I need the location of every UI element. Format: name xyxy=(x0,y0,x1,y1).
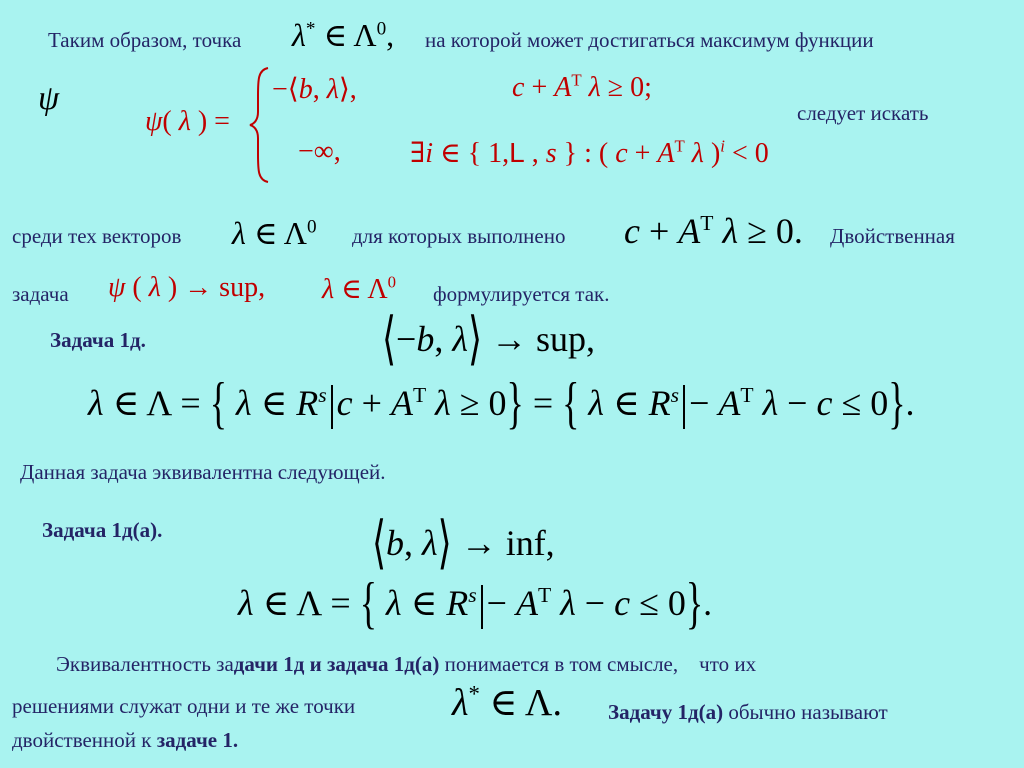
lambda-in-lambda0: λ ∈ $\Lambda^0$ xyxy=(232,215,317,251)
para-line3: двойственной к задаче 1. xyxy=(12,728,239,752)
task1-constraint: λ ∈ Λ = { λ ∈ $R^s$ $c + A^T$ λ ≥ 0} = { λ ∈ $R^s - A^T$ λ − c ≤ 0}. xyxy=(88,371,915,435)
case2-expression: −∞, xyxy=(298,136,341,167)
case1-expression: −⟨b, λ⟩, xyxy=(272,74,357,105)
task1-objective: ⟨−b, λ⟩ → sup, xyxy=(382,307,596,371)
feasibility-condition: $c + A^T$ λ ≥ 0. xyxy=(624,211,803,251)
case1-condition: $c + A^T$ λ ≥ 0; xyxy=(512,70,652,103)
condition-text: для которых выполнено xyxy=(352,224,566,248)
para-line1: Эквивалентность задачи 1д и задача 1д(а) понимается в том смысле, что их xyxy=(56,652,757,676)
task1a-objective: ⟨b, λ⟩ → inf, xyxy=(372,511,555,575)
dual-word: Двойственная xyxy=(830,224,955,248)
piecewise-lhs: ψ( λ ) = xyxy=(145,106,230,137)
formulated-text: формулируется так. xyxy=(433,282,610,306)
vectors-text: среди тех векторов xyxy=(12,224,182,248)
psi-symbol: ψ xyxy=(38,80,60,117)
para-line2-text: решениями служат одни и те же точки xyxy=(12,694,356,718)
dual-objective-psi: ψ ( λ ) → sup, xyxy=(108,272,266,303)
left-brace xyxy=(248,66,272,184)
task1-label: Задача 1д. xyxy=(50,328,146,352)
problem-word: задача xyxy=(12,282,69,306)
para-line2-end: Задачу 1д(а) обычно называют xyxy=(608,700,888,724)
lambda-star-in-lambda: λ* ∈ Λ. xyxy=(452,681,562,724)
dual-domain: λ ∈ $\Lambda^0$ xyxy=(322,272,397,305)
task1a-label: Задача 1д(а). xyxy=(42,518,163,542)
equivalence-text: Данная задача эквивалентна следующей. xyxy=(20,460,386,484)
lambda-star-in-lambda0: λ* ∈ $\Lambda^0$, xyxy=(292,17,395,53)
task1a-constraint: λ ∈ Λ = { λ ∈ $R^s - A^T$ λ − c ≤ 0}. xyxy=(238,571,713,635)
intro-text-continued: на которой может достигаться максимум функции xyxy=(425,28,874,52)
follow-text: следует искать xyxy=(797,101,929,125)
case2-condition: ∃i ∈ { 1,L , s } : ( $c + A^T$ λ )$^i$ < 0 xyxy=(410,136,769,169)
intro-text: Таким образом, точка xyxy=(48,28,242,52)
